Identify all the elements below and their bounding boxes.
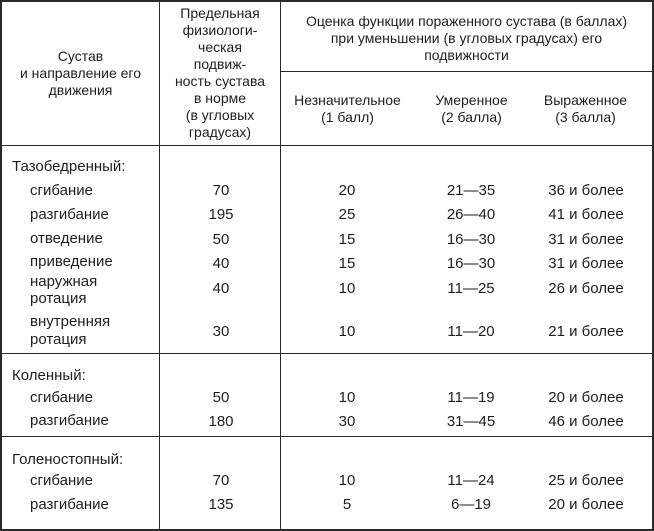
movement-label: сгибание [30, 389, 93, 406]
severe-value: 21 и более [548, 323, 624, 340]
movement-label: приведение [30, 253, 113, 270]
normal-value: 135 [208, 496, 234, 513]
slight-value: 15 [338, 255, 356, 272]
slight-value: 10 [338, 389, 356, 406]
moderate-value: 26—40 [446, 206, 496, 223]
moderate-value: 11—20 [447, 323, 495, 340]
slight-value: 5 [342, 496, 352, 513]
moderate-value: 16—30 [446, 231, 496, 248]
normal-value: 180 [208, 413, 234, 430]
header-normal-mobility: Предельная физиологи- ческая подвиж- ность сустава в норме (в угловых градусах) [174, 5, 266, 140]
severe-value: 46 и более [548, 413, 624, 430]
movement-label: разгибание [30, 412, 109, 429]
movement-label: разгибание [30, 206, 109, 223]
severe-value: 31 и более [548, 231, 624, 248]
header-bottom-rule [0, 145, 654, 146]
movement-label: наружная [30, 273, 98, 290]
moderate-value: 11—25 [447, 280, 495, 297]
section-title: Тазобедренный: [12, 158, 126, 175]
movement-label: ротация [30, 290, 87, 307]
header-group-underline [280, 71, 653, 72]
moderate-value: 11—24 [447, 472, 495, 489]
slight-value: 10 [338, 472, 356, 489]
header-function-score: Оценка функции пораженного сустава (в баллах) при уменьшении (в угловых градусах) его подвижности [305, 13, 628, 63]
moderate-value: 21—35 [446, 182, 496, 199]
header-moderate: Умеренное (2 балла) [435, 92, 508, 125]
severe-value: 25 и более [548, 472, 624, 489]
normal-value: 50 [212, 231, 230, 248]
slight-value: 10 [338, 323, 356, 340]
severe-value: 36 и более [548, 182, 624, 199]
movement-label: ротация [30, 331, 87, 348]
movement-label: сгибание [30, 182, 93, 199]
normal-value: 70 [212, 182, 230, 199]
normal-value: 195 [208, 206, 234, 223]
slight-value: 25 [338, 206, 356, 223]
slight-value: 20 [338, 182, 356, 199]
normal-value: 50 [212, 389, 230, 406]
normal-value: 70 [212, 472, 230, 489]
moderate-value: 16—30 [446, 255, 496, 272]
severe-value: 20 и более [548, 496, 624, 513]
normal-value: 30 [212, 323, 230, 340]
severe-value: 20 и более [548, 389, 624, 406]
severe-value: 26 и более [548, 280, 624, 297]
severe-value: 41 и более [548, 206, 624, 223]
moderate-value: 31—45 [446, 413, 496, 430]
slight-value: 30 [338, 413, 356, 430]
movement-label: сгибание [30, 472, 93, 489]
moderate-value: 11—19 [447, 389, 495, 406]
severe-value: 31 и более [548, 255, 624, 272]
header-joint-direction: Сустав и направление его движения [19, 48, 142, 98]
section-divider-1 [0, 353, 654, 354]
normal-value: 40 [212, 255, 230, 272]
movement-label: разгибание [30, 496, 109, 513]
section-divider-2 [0, 436, 654, 437]
column-divider-2 [280, 0, 281, 531]
slight-value: 10 [338, 280, 356, 297]
table-border-top [0, 0, 654, 2]
section-title: Голеностопный: [12, 451, 124, 468]
movement-label: отведение [30, 230, 103, 247]
moderate-value: 6—19 [450, 496, 492, 513]
section-title: Коленный: [12, 367, 86, 384]
normal-value: 40 [212, 280, 230, 297]
slight-value: 15 [338, 231, 356, 248]
header-severe: Выраженное (3 балла) [543, 92, 628, 125]
header-slight: Незначительное (1 балл) [294, 92, 401, 125]
movement-label: внутренняя [30, 313, 111, 330]
